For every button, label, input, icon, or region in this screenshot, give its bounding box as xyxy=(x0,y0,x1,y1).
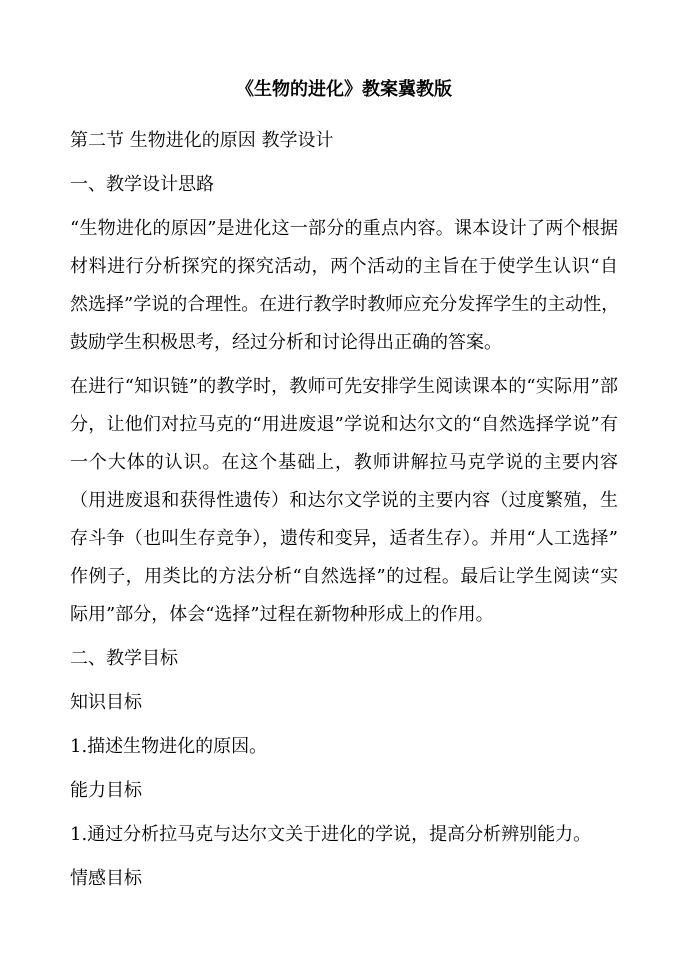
paragraph-line: 鼓励学生积极思考，经过分析和讨论得出正确的答案。 xyxy=(70,332,502,353)
paragraph-line: （用进废退和获得性遗传）和达尔文学说的主要内容（过度繁殖，生 xyxy=(70,490,618,511)
paragraph-line: 分，让他们对拉马克的“用进废退”学说和达尔文的“自然选择学说”有 xyxy=(70,414,618,435)
paragraph-line: 一个大体的认识。在这个基础上，教师讲解拉马克学说的主要内容 xyxy=(70,452,618,473)
ability-goal-heading: 能力目标 xyxy=(70,780,142,801)
paragraph-line: 材料进行分析探究的探究活动，两个活动的主旨在于使学生认识“自 xyxy=(70,256,618,277)
paragraph-line: 作例子，用类比的方法分析“自然选择”的过程。最后让学生阅读“实 xyxy=(70,566,618,587)
knowledge-goal-item: 1.描述生物进化的原因。 xyxy=(70,736,268,757)
knowledge-goal-heading: 知识目标 xyxy=(70,692,142,713)
paragraph-line: 然选择”学说的合理性。在进行教学时教师应充分发挥学生的主动性， xyxy=(70,294,620,315)
part1-heading: 一、教学设计思路 xyxy=(70,174,214,195)
part2-heading: 二、教学目标 xyxy=(70,648,178,669)
design-idea-paragraph-2 xyxy=(70,368,618,634)
paragraph-line: 际用”部分，体会“选择”过程在新物种形成上的作用。 xyxy=(70,604,494,625)
ability-goal-item: 1.通过分析拉马克与达尔文关于进化的学说，提高分析辨别能力。 xyxy=(70,824,592,845)
paragraph-line: 存斗争（也叫生存竞争），遗传和变异，适者生存）。并用“人工选择” xyxy=(70,528,618,549)
document-title: 《生物的进化》教案冀教版 xyxy=(236,79,452,100)
section-heading: 第二节 生物进化的原因 教学设计 xyxy=(70,130,334,151)
paragraph-line: “生物进化的原因”是进化这一部分的重点内容。课本设计了两个根据 xyxy=(70,218,618,239)
emotion-goal-heading: 情感目标 xyxy=(70,868,142,889)
design-idea-paragraph-1 xyxy=(70,210,618,362)
paragraph-line: 在进行“知识链”的教学时，教师可先安排学生阅读课本的“实际用”部 xyxy=(70,376,618,397)
